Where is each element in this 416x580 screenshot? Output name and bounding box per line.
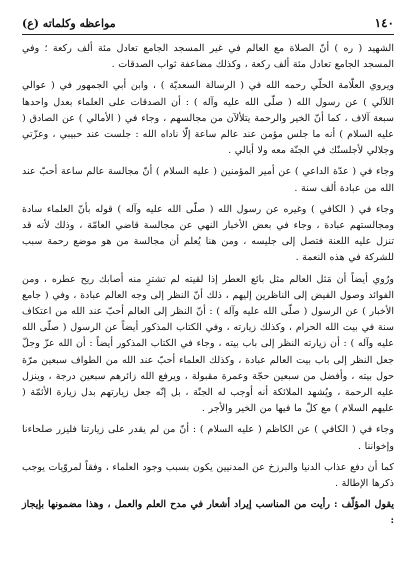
paragraph-4: وجاء في ( الكافي ) وغيره عن رسول الله ( صلّى الله عليه وآله ) قوله بأنّ العلماء سادة ومجالستهم عبادة ، وجاء في بعض الأخبار النهي عن مجالسة قاضي العامّة ، وذلك لأنه قد تنزل عليه اللعنة فتصل إلى جليسه ، ومن هنا يُعلم أن مجالسة من هو موضع رحمة سبب للشركة في هذه النعمة . [22, 203, 394, 264]
paragraph-2: ويروي العلّامة الحلّي رحمه الله في ( الرسالة السعديّة ) ، وابن أبي الجمهور في ( عوالي اللآلي ) عن رسول الله ( صلّى الله عليه وآله ) : أن الصدقات على العلماء بعدل واحدها سبعة آلاف ، كما أنّ الخير والرحمة يتلألآن من مجالسهم ، وجاء في ( الأمالي ) عن الصادق ( عليه السلام ) أنه ما جلس مؤمن عند عالم ساعة إلّا ناداه الله : جلست عند حبيبي ، وعزّتي وجلالي لأجلسنّك في الجنّة معه ولا أبالي . [22, 80, 394, 157]
paragraph-7: كما أن دفع عذاب الدنيا والبرزخ عن المدنيين يكون بسبب وجود العلماء ، وفقاً لمروّيات يوجب ذكرها الإطالة . [22, 461, 394, 490]
page-header [22, 14, 394, 35]
paragraph-8: يقول المؤلّف : رأيت من المناسب إيراد أشعار في مدح العلم والعمل ، وهذا مضمونها بإيجاز : [22, 499, 394, 527]
page-number: ١٤٠ [374, 16, 394, 30]
body-text [22, 41, 394, 530]
paragraph-1: الشهيد ( ره ) أنّ الصلاة مع العالم في غير المسجد الجامع تعادل مئة ألف ركعة ؛ وفي المسجد الجامع تعادل مئة ألف ركعة ، وكذلك مضاعفة ثواب الصدقات . [22, 43, 394, 71]
paragraph-6: وجاء في ( الكافي ) عن الكاظم ( عليه السلام ) : أنّ من لم يقدر على زيارتنا فليزر صلحاءنا وإخواننا . [22, 424, 394, 452]
paragraph-5: ورُوي أيضاً أن مَثل العالم مثل بائع العطر إذا لقيته لم تشترِ منه أصابك ريح عطره ، ومن الفوائد وصول الفيض إلى الناظرين إليهم ، ذلك أنّ النظر إلى وجه العالم عبادة ، وفي ( جامع الأخبار ) عن الرسول ( صلّى الله عليه وآله ) : أنّ النظر إلى العالم أحبّ عند الله من اعتكاف سنة في بيت الله الحرام ، وكذلك زيارته ، وفي الكتاب المذكور أيضاً عن الرسول ( صلّى الله عليه وآله ) : أن زيارته النظر إلى باب بيته ، وجاء في الكتاب المذكور أيضاً : أن الله عزّ وجلّ جعل النظر إلى باب بيت العالم عبادة ، وكذلك العلماء أحبّ عند الله من الطواف سبعين مرّة حول بيته ، وأفضل من سبعين حجّة وعمرة مقبولة ، ويرفع الله زائرهم سبعين درجة ، وينزل عليه الرحمة ، ويُشهد الملائكة أنه أوجب له الجنّة ، بل إنّه جعل زيارتهم بدل زيارة الأئمّة ( عليهم السلام ) مع كلّ ما فيها من الخير والأجر . [22, 273, 394, 415]
running-title: مواعظه وكلماته (ع) [22, 16, 116, 30]
paragraph-3: وجاء في ( عدّة الداعي ) عن أمير المؤمنين ( عليه السلام ) أنّ مجالسة عالم ساعة أحبّ عند الله من عبادة ألف سنة . [22, 166, 394, 194]
